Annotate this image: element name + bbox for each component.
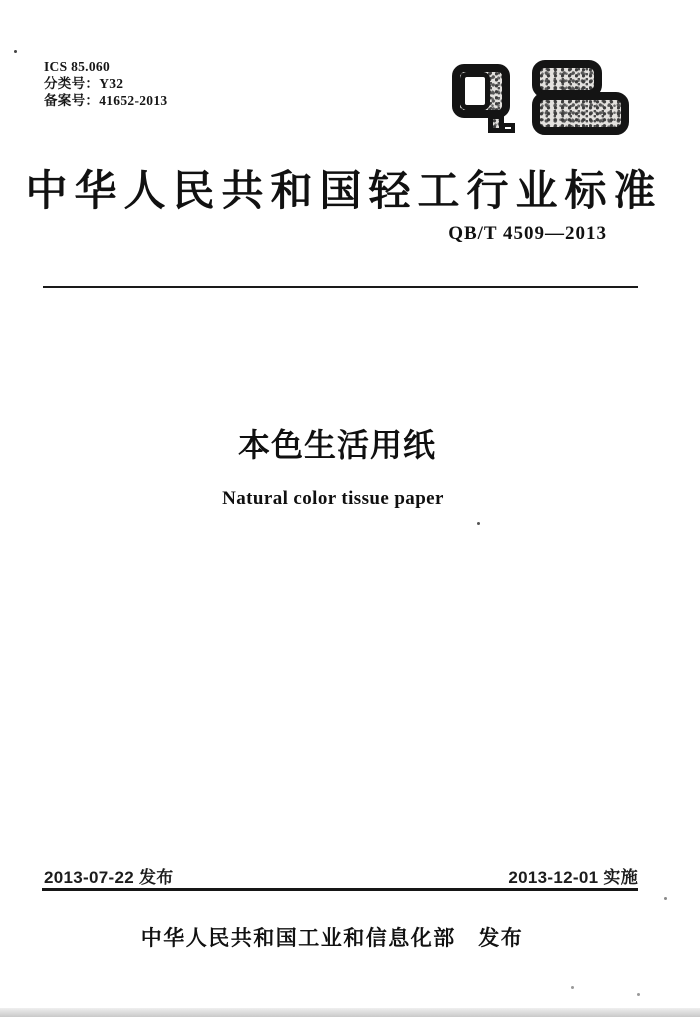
document-title-english: Natural color tissue paper bbox=[222, 488, 444, 509]
qb-logo-letter-b-bottom bbox=[532, 92, 629, 135]
scan-edge-artifact bbox=[0, 1008, 700, 1017]
standard-number: QB/T 4509—2013 bbox=[448, 223, 607, 244]
document-title-chinese: 本色生活用纸 bbox=[237, 427, 436, 463]
record-number: 备案号：41652-2013 bbox=[44, 93, 168, 108]
class-number: 分类号：Y32 bbox=[44, 76, 124, 91]
standard-series-title: 中华人民共和国轻工行业标准 bbox=[25, 169, 663, 215]
scan-speck bbox=[477, 522, 480, 525]
scan-speck bbox=[571, 986, 574, 989]
publisher-line: 中华人民共和国工业和信息化部 发布 bbox=[140, 927, 524, 950]
qb-logo-icon bbox=[452, 56, 634, 140]
qb-logo-q-counter bbox=[460, 72, 490, 110]
qb-logo-q-foot bbox=[501, 123, 515, 133]
qb-logo-letter-q bbox=[452, 64, 510, 118]
footer-divider-line bbox=[42, 888, 638, 891]
scan-speck bbox=[14, 50, 17, 53]
implementation-date: 2013-12-01 实施 bbox=[508, 868, 638, 887]
scan-speck bbox=[637, 993, 640, 996]
issue-date: 2013-07-22 发布 bbox=[44, 868, 174, 887]
ics-number: ICS 85.060 bbox=[44, 59, 111, 74]
scan-speck bbox=[664, 897, 667, 900]
header-divider-line bbox=[43, 286, 638, 288]
classification-block bbox=[44, 58, 167, 109]
